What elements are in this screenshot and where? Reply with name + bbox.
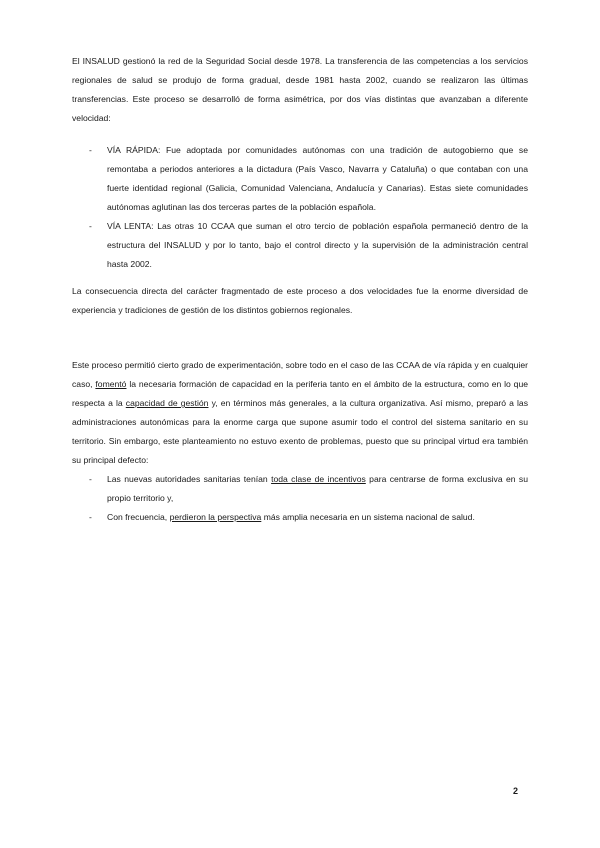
text-segment: más amplia necesaria en un sistema nacional de salud. <box>261 512 475 522</box>
list-item-perspective <box>72 508 528 527</box>
text-segment: y, en términos más generales, a la cultura organizativa. Así mismo, preparó a las administraciones autonómicas para la enorme carga que supone asumir todo el control del sistema sanitario en su territorio. Sin embargo, este planteamiento no estuvo exento de problemas, puesto que su principal virtud era también su principal defecto: <box>72 398 529 465</box>
text-segment: Las nuevas autoridades sanitarias tenían <box>107 474 272 484</box>
list-item-via-lenta: - VÍA LENTA: Las otras 10 CCAA que suman el otro tercio de población española permaneció dentro de la estructura del INSALUD y por lo tanto, bajo el control directo y la supervisión de la administración central hasta 2002. <box>72 217 528 274</box>
paragraph-consequence: La consecuencia directa del carácter fragmentado de este proceso a dos velocidades fue la enorme diversidad de experiencia y tradiciones de gestión de los distintos gobiernos regionales. <box>72 286 528 315</box>
link-toda-clase-de-incentivos[interactable]: toda clase de incentivos <box>271 474 366 484</box>
text-segment: Este proceso permitió cierto grado de experimentación, sobre todo en el caso de las CCAA de vía rápida y en cualquier caso, <box>72 360 528 389</box>
list-item-incentives <box>72 470 528 508</box>
list-item-via-rapida: - VÍA RÁPIDA: Fue adoptada por comunidades autónomas con una tradición de autogobierno que se remontaba a periodos anteriores a la dictadura (País Vasco, Navarra y Cataluña) o que contaban con una fuerte identidad regional (Galicia, Comunidad Valenciana, Andalucía y Canarias). Estas siete comunidades autónomas aglutinan las dos terceras partes de la población española. <box>72 141 528 217</box>
text-segment: la necesaria formación de capacidad en la periferia tanto en el ámbito de la estructura, como en lo que respecta a la <box>72 379 528 408</box>
link-capacidad-de-gestion[interactable]: capacidad de gestión <box>125 398 209 408</box>
transfer-routes-list <box>72 141 528 274</box>
page-number: 2 <box>513 786 519 796</box>
link-perdieron-la-perspectiva[interactable]: perdieron la perspectiva <box>169 512 262 522</box>
link-fomento[interactable]: fomentó <box>95 379 127 389</box>
paragraph-insalud-intro: El INSALUD gestionó la red de la Seguridad Social desde 1978. La transferencia de las competencias a los servicios regionales de salud se produjo de forma gradual, desde 1981 hasta 2002, cuando se realizaron las últimas transferencias. Este proceso se desarrolló de forma asimétrica, por dos vías distintas que avanzaban a diferente velocidad: <box>72 56 528 123</box>
defects-list <box>72 470 528 527</box>
paragraph-experimentation <box>72 356 528 470</box>
text-segment: Con frecuencia, <box>107 512 170 522</box>
page-body <box>72 52 528 527</box>
text-segment: para centrarse de forma exclusiva en su propio territorio y, <box>107 474 529 503</box>
